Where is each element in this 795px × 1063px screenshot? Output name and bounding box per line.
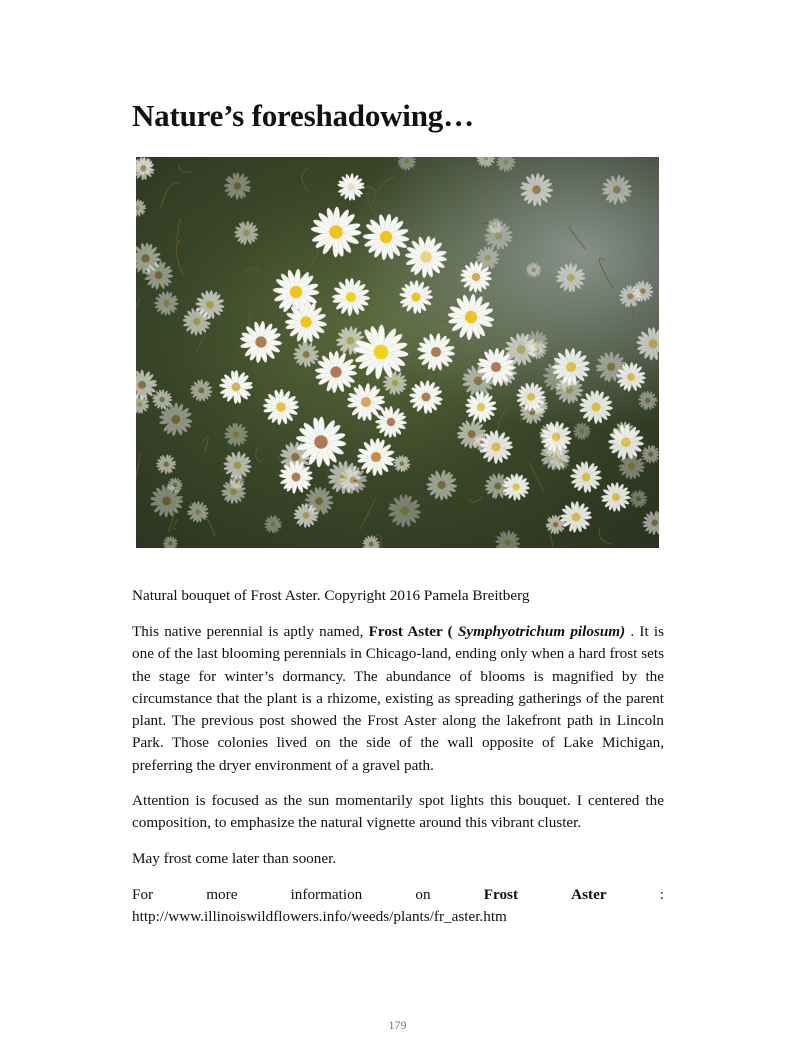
aster-flower-shape xyxy=(290,286,302,298)
aster-flower-shape xyxy=(193,318,200,325)
aster-flower-shape xyxy=(235,480,239,484)
aster-flower-shape xyxy=(552,433,560,441)
aster-flower-shape xyxy=(404,159,409,164)
aster-flower-shape xyxy=(137,402,142,407)
aster-flower-shape xyxy=(315,497,323,505)
aster-flower-shape xyxy=(485,255,491,261)
aster-flower-shape xyxy=(168,541,172,545)
aster-flower-shape xyxy=(141,254,149,262)
aster-flower-shape xyxy=(565,386,572,393)
aster-flower-shape xyxy=(271,522,276,527)
aster-flower-shape xyxy=(640,288,646,294)
aster-flower-shape xyxy=(438,481,446,489)
aster-flower-shape xyxy=(347,337,355,345)
more-info xyxy=(132,884,664,929)
more-info-word: more xyxy=(206,886,238,903)
aster-flower-shape xyxy=(465,311,477,323)
paragraph-body: . It is one of the last blooming perennials in Chicago-land, ending only when a hard frost sets the stage for winter’s dormancy. The abundance of blooms is magnified by the circumstance that the plant is a rhizome, existing as spreading gatherings of the parent plant. The previous post showed the Frost Aster along the lakefront path in Lincoln Park. Those colonies lived on the side of the wall opposite of Lake Michigan, preferring the dryer environment of a gravel path. xyxy=(132,623,664,774)
aster-flower-shape xyxy=(566,362,576,372)
aster-flower-shape xyxy=(636,496,641,501)
aster-flower-shape xyxy=(173,483,177,487)
aster-flower-shape xyxy=(206,301,214,309)
aster-flower-shape xyxy=(645,398,650,403)
more-info-aster: Aster xyxy=(571,886,607,903)
aster-flower-shape xyxy=(580,429,585,434)
aster-flower-shape xyxy=(300,316,311,327)
aster-flower-shape xyxy=(138,381,146,389)
aster-flower-shape xyxy=(512,483,519,490)
aster-flower-shape xyxy=(592,403,601,412)
reference-link[interactable]: http://www.illinoiswildflowers.info/weeds/plants/fr_aster.htm xyxy=(132,908,507,926)
aster-flower-shape xyxy=(532,185,541,194)
aster-flower-shape xyxy=(369,542,374,547)
aster-flower-shape xyxy=(652,520,659,527)
aster-flower-shape xyxy=(303,512,310,519)
aster-flower-shape xyxy=(492,443,501,452)
aster-flower-shape xyxy=(477,403,485,411)
aster-flower-shape xyxy=(567,274,575,282)
aster-flower-shape xyxy=(607,363,615,371)
aster-flower-shape xyxy=(140,166,146,172)
aster-flower-shape xyxy=(292,473,301,482)
aster-flower-shape xyxy=(234,182,241,189)
aster-flower-shape xyxy=(472,273,480,281)
aster-flower-shape xyxy=(374,345,389,360)
more-info-colon: : xyxy=(659,886,664,903)
aster-flower-shape xyxy=(621,437,631,447)
paragraph-description xyxy=(132,621,664,777)
aster-flower-shape xyxy=(255,336,266,347)
aster-flower-shape xyxy=(233,431,239,437)
aster-flower-shape xyxy=(474,377,483,386)
more-info-frost: Frost xyxy=(483,886,519,903)
aster-flower-shape xyxy=(387,418,395,426)
aster-flower-shape xyxy=(291,453,299,461)
frost-aster-photo xyxy=(136,157,659,548)
aster-flower-shape xyxy=(491,362,501,372)
aster-flower-shape xyxy=(627,373,635,381)
aster-flower-shape xyxy=(195,509,201,515)
plant-scientific-name: Symphyotrichum pilosum) xyxy=(457,623,626,640)
aster-flower-shape xyxy=(420,251,431,262)
aster-flower-shape xyxy=(627,293,633,299)
aster-flower-shape xyxy=(503,160,508,165)
aster-flower-shape xyxy=(162,497,171,506)
aster-flower-shape xyxy=(232,383,241,392)
aster-flower-shape xyxy=(468,430,476,438)
page-title: Nature’s foreshadowing… xyxy=(132,98,474,133)
aster-flower-shape xyxy=(155,271,163,279)
aster-flower-shape xyxy=(504,539,511,546)
aster-flower-shape xyxy=(628,463,635,470)
aster-flower-shape xyxy=(276,402,286,412)
paragraph-closing: May frost come later than sooner. xyxy=(132,850,337,867)
aster-flower-shape xyxy=(198,388,204,394)
aster-flower-shape xyxy=(164,462,169,467)
aster-flower-shape xyxy=(400,506,409,515)
paragraph-composition: Attention is focused as the sun momentarily spot lights this bouquet. I centered the composition, to emphasize the natural vignette around this vibrant cluster. xyxy=(132,792,664,832)
aster-flower-shape xyxy=(234,462,242,470)
aster-flower-shape xyxy=(380,231,392,243)
aster-flower-shape xyxy=(347,183,354,190)
aster-flower-shape xyxy=(493,224,497,228)
aster-flower-shape xyxy=(392,380,398,386)
aster-flower-shape xyxy=(532,268,536,272)
aster-flower-shape xyxy=(572,513,580,521)
aster-flower-shape xyxy=(527,393,535,401)
aster-flower-shape xyxy=(159,397,164,402)
aster-flower-shape xyxy=(557,458,562,463)
aster-flower-shape xyxy=(533,339,539,345)
aster-flower-shape xyxy=(613,186,621,194)
aster-flower-shape xyxy=(329,225,342,238)
more-info-line xyxy=(132,884,664,906)
aster-flower-shape xyxy=(494,483,501,490)
aster-flower-shape xyxy=(371,452,381,462)
aster-flower-shape xyxy=(431,347,441,357)
aster-flower-shape xyxy=(612,493,620,501)
plant-common-name: Frost Aster ( xyxy=(368,623,458,640)
aster-flower-shape xyxy=(648,452,653,457)
aster-flower-shape xyxy=(350,476,357,483)
aster-flower-shape xyxy=(400,461,405,466)
paragraph-lead: This native perennial is aptly named, xyxy=(132,623,369,640)
aster-flower-shape xyxy=(346,292,356,302)
aster-flower-shape xyxy=(422,393,431,402)
more-info-word: on xyxy=(415,886,431,903)
aster-flower-shape xyxy=(330,366,341,377)
aster-flower-shape xyxy=(412,293,421,302)
aster-flower-shape xyxy=(553,522,558,527)
aster-flower-shape xyxy=(171,415,180,424)
more-info-word: For xyxy=(132,886,154,903)
page-number: 179 xyxy=(388,1018,407,1032)
aster-flower-shape xyxy=(303,351,310,358)
frost-aster-image xyxy=(136,157,659,548)
aster-flower-shape xyxy=(243,230,249,236)
aster-flower-shape xyxy=(361,397,371,407)
aster-flower-shape xyxy=(582,473,590,481)
aster-flower-shape xyxy=(649,339,658,348)
aster-flower-shape xyxy=(314,435,327,448)
more-info-word: information xyxy=(290,886,363,903)
photo-caption: Natural bouquet of Frost Aster. Copyright 2016 Pamela Breitberg xyxy=(132,587,530,604)
aster-flower-shape xyxy=(163,300,169,306)
